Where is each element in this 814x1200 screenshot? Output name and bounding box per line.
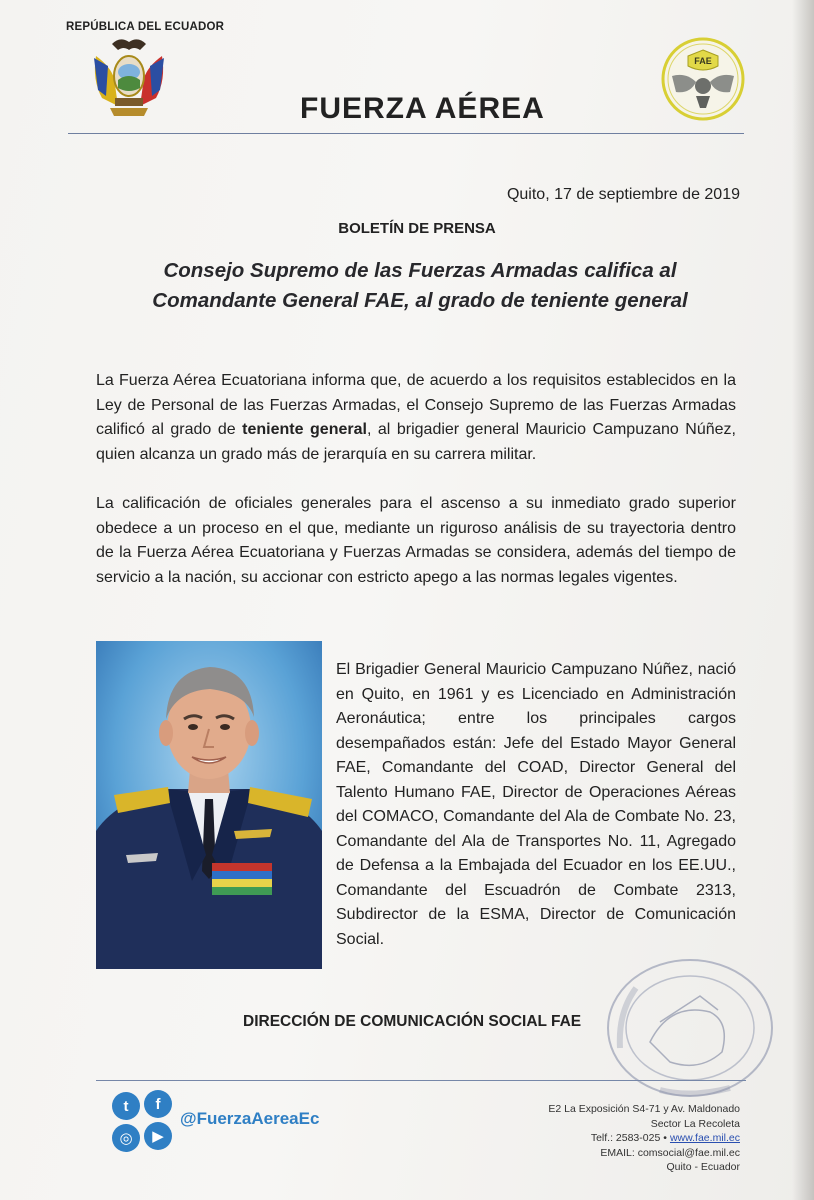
address-line-2: Sector La Recoleta — [650, 1117, 740, 1130]
phone-website-line — [548, 1131, 740, 1146]
address-line-1: E2 La Exposición S4-71 y Av. Maldonado — [548, 1103, 740, 1115]
official-stamp — [600, 952, 778, 1100]
contact-address — [548, 1102, 740, 1175]
email-line[interactable]: EMAIL: comsocial@fae.mil.ec — [600, 1146, 740, 1159]
website-link[interactable]: www.fae.mil.ec — [669, 1132, 740, 1144]
paragraph-2: La calificación de oficiales generales para el ascenso a su inmediato grado superior obedece a un proceso en el que, mediante un riguroso análisis de su trayectoria dentro de la Fuerza Aérea Ecuatoriana y Fuerzas Armadas se considera, además del tiempo de servicio a la nación, su accionar con estricto apego a las normas legales vigentes. — [96, 495, 736, 586]
fae-logo-text: FAE — [694, 56, 712, 66]
paragraph-1-text-b: , al brigadier general Mauricio Campuzano Núñez, quien alcanza un grado más de jerarquía en su carrera militar. — [96, 421, 737, 463]
facebook-icon[interactable]: f — [144, 1090, 172, 1118]
paragraph-1-bold: teniente general — [242, 421, 367, 439]
document-date: Quito, 17 de septiembre de 2019 — [506, 186, 740, 203]
instagram-icon[interactable]: ◎ — [112, 1124, 140, 1152]
youtube-icon[interactable]: ▶ — [144, 1122, 172, 1150]
republic-label: REPÚBLICA DEL ECUADOR — [66, 21, 225, 33]
twitter-icon[interactable]: t — [112, 1092, 140, 1120]
city-line: Quito - Ecuador — [666, 1161, 740, 1173]
biography: El Brigadier General Mauricio Campuzano Núñez, nació en Quito, en 1961 y es Licenciado en Administración Aeronáutica; entre los principales cargos desempañados están: Jefe del Estado Mayor General FAE, Comandante del COAD, Director General del Talento Humano FAE, Director de Operaciones Aéreas del COMACO, Comandante del Ala de Combate No. 23, Comandante del Ala de Transportes No. 11, Agregado de Defensa a la Embajada del Ecuador en los EE.UU., Comandante del Escuadrón de Combate 2313, Subdirector de la ESMA, Director de Comunicación Social. — [336, 661, 736, 948]
paragraph-1-text-a: La Fuerza Aérea Ecuatoriana informa que, de acuerdo a los requisitos establecidos en la Ley de Personal de las Fuerzas Armadas, el Consejo Supremo de las Fuerzas Armadas calificó al grado de — [96, 372, 736, 439]
page-shadow — [792, 0, 814, 1200]
headline-line-2: Comandante General FAE, al grado de teniente general — [152, 289, 688, 312]
portrait-photo — [96, 641, 322, 969]
coat-of-arms-icon — [88, 36, 170, 122]
phone-number: Telf.: 2583-025 — [590, 1132, 661, 1144]
bulletin-label: BOLETÍN DE PRENSA — [338, 220, 496, 237]
bullet-separator: • — [663, 1132, 667, 1144]
header-divider — [68, 133, 744, 134]
signature-block: DIRECCIÓN DE COMUNICACIÓN SOCIAL FAE — [243, 1013, 582, 1030]
social-icons — [112, 1090, 176, 1154]
headline — [100, 256, 740, 316]
footer-divider — [96, 1080, 746, 1081]
headline-line-1: Consejo Supremo de las Fuerzas Armadas califica al — [163, 259, 677, 282]
paragraph-1 — [96, 369, 736, 467]
social-handle[interactable]: @FuerzaAereaEc — [180, 1109, 320, 1128]
page-title: FUERZA AÉREA — [300, 92, 545, 125]
fae-logo — [660, 36, 746, 122]
